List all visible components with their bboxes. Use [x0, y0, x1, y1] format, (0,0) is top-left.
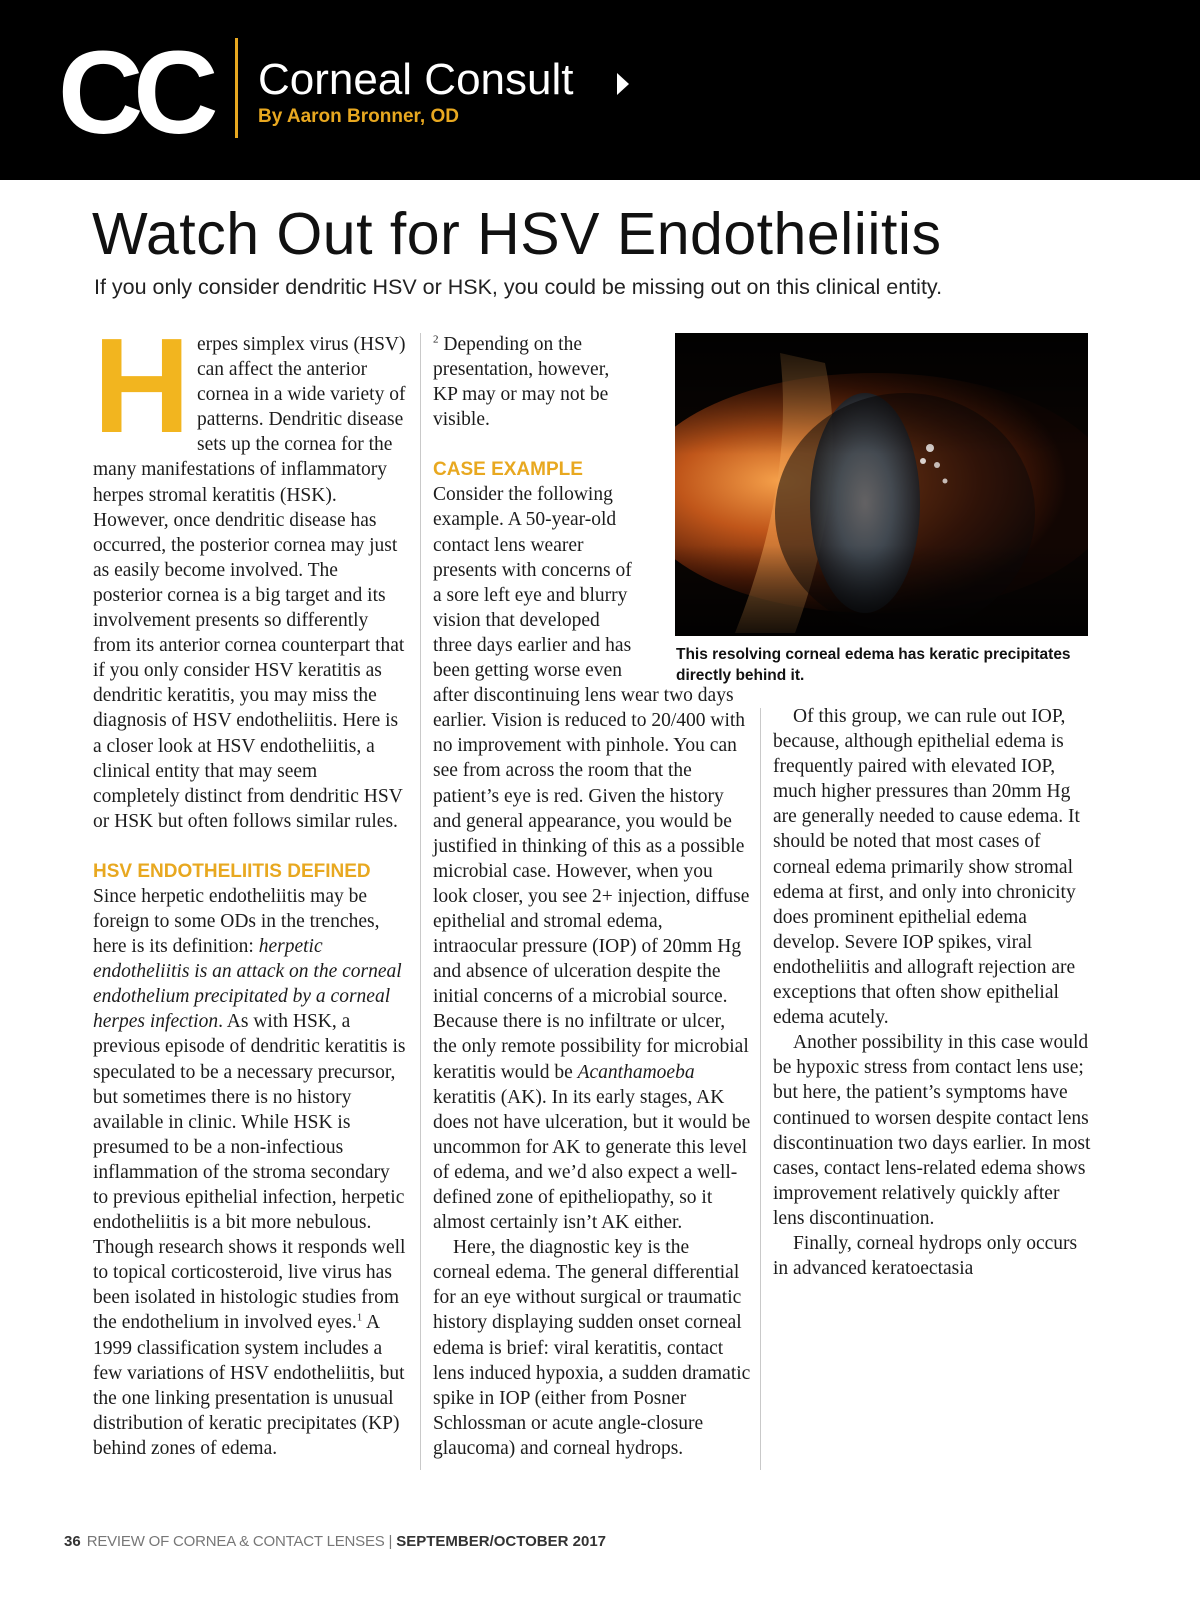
intro-text: erpes simplex virus (HSV) can affect the anterior cornea in a wide variety of patterns. Dendritic disease sets up the cornea for the many manifestations of inflammatory herpes stromal keratitis (HSK). However, once dendritic disease has occurred, the posterior cornea may just as easily become involved. The posterior cornea is a big target and its involvement presents so differently from its anterior cornea counterpart that if you only consider HSV keratitis as dendritic keratitis, you may miss the diagnosis of HSV endotheliitis. Here is a closer look at HSV endotheliitis, a clinical entity that may seem completely distinct from dendritic HSV or HSK but often follows similar rules. [93, 334, 406, 832]
article-deck: If you only consider dendritic HSV or HSK, you could be missing out on this clinical entity. [94, 275, 943, 299]
page-footer [64, 1533, 606, 1550]
header-band [0, 0, 1200, 180]
subhead-case: CASE EXAMPLE [433, 459, 583, 481]
reference-2: 2 [433, 333, 439, 346]
cc-logo: CC [58, 27, 209, 159]
page-number: 36 [64, 1533, 81, 1550]
subhead-defined: HSV ENDOTHELIITIS DEFINED [93, 860, 371, 882]
byline: By Aaron Bronner, OD [258, 106, 459, 127]
definition-text: . As with HSK, a previous episode of dendritic keratitis is speculated to be a necessary precursor, but sometimes there is no history available in clinic. While HSK is presumed to be a non-infectious inflammation of the stroma secondary to previous epithelial infection, herpetic endotheliitis is a bit more nebulous. Though research shows it responds well to topical corticosteroid, live virus has been isolated in histologic studies from the endothelium in involved eyes. [93, 1011, 406, 1334]
header-divider [235, 38, 238, 138]
article-title: Watch Out for HSV Endotheliitis [92, 201, 942, 267]
case-text: Consider the following example. A 50-year-old contact lens wearer presents with concerns of a sore left eye and blurry vision that developed three days earlier and has been getting worse even after discontinuing lens wear two days earlier. Vision is reduced to 20/400 with no improvement with pinhole. You can see from across the room that the patient’s eye is red. Given the history and general appearance, you would be justified in thinking of this as a possible microbial case. However, when you look closer, you see 2+ injection, diffuse epithelial and stromal edema, intraocular pressure (IOP) of 20mm Hg and absence of ulceration despite the initial concerns of a microbial source. Because there is no infiltrate or ulcer, the only remote possibility for microbial keratitis would be [433, 484, 750, 1083]
finally-paragraph: Finally, corneal hydrops only occurs in advanced keratoectasia [773, 1232, 1078, 1280]
article-column-1 [93, 310, 407, 1461]
eye-photo [675, 333, 1088, 636]
definition-paragraph [93, 884, 407, 1461]
another-paragraph: Another possibility in this case would be hypoxic stress from contact lens use; but here, the patient’s symptoms have continued to worsen despite contact lens discontinuation two days earlier. In most cases, contact lens-related edema shows improvement relatively quickly after lens discontinuation. [773, 1032, 1091, 1229]
case-emphasis: Acanthamoeba [577, 1061, 695, 1083]
definition-text: Depending on the presentation, however, KP may or may not be visible. [433, 334, 610, 431]
magazine-name: REVIEW OF CORNEA & CONTACT LENSES | [86, 1533, 397, 1550]
intro-paragraph [93, 310, 407, 834]
reference-1: 1 [356, 1311, 363, 1324]
photo-caption: This resolving corneal edema has keratic precipitates directly behind it. [676, 646, 1071, 684]
column-divider [760, 708, 761, 1470]
issue-date: SEPTEMBER/OCTOBER 2017 [396, 1533, 606, 1550]
key-paragraph: Here, the diagnostic key is the corneal edema. The general differential for an eye without surgical or traumatic history displaying sudden onset corneal edema is brief: viral keratitis, contact lens induced hypoxia, a sudden dramatic spike in IOP (either from Posner Schlossman or acute angle-closure glaucoma) and corneal hydrops. [433, 1237, 751, 1459]
group-paragraph: Of this group, we can rule out IOP, because, although epithelial edema is frequently paired with elevated IOP, much higher pressures than 20mm Hg are generally needed to cause edema. It should be noted that most cases of corneal edema primarily show stromal edema at first, and only into chronicity does prominent epithelial edema develop. Severe IOP spikes, viral endotheliitis and allograft rejection are exceptions that often show epithelial edema acutely. [773, 706, 1080, 1029]
definition-emphasis: herpetic endotheliitis is an attack on the corneal endothelium precipitated by a corneal herpes infection [93, 936, 402, 1033]
case-text: keratitis (AK). In its early stages, AK does not have ulceration, but it would be uncommon for AK to generate this level of edema, and we’d also expect a well-defined zone of epitheliopathy, so it almost certainly isn’t AK either. [433, 1086, 751, 1234]
play-arrow-icon [617, 73, 629, 95]
definition-text: A 1999 classification system includes a few variations of HSV endotheliitis, but the one linking presentation is unusual distribution of keratic precipitates (KP) behind zones of edema. [93, 1312, 405, 1459]
drop-cap: H [93, 310, 191, 461]
column-divider [420, 333, 421, 1470]
section-name: Corneal Consult [258, 55, 574, 104]
article-column-3 [773, 704, 1095, 1281]
definition-text: Since herpetic endotheliitis may be foreign to some ODs in the trenches, here is its definition: [93, 885, 380, 958]
